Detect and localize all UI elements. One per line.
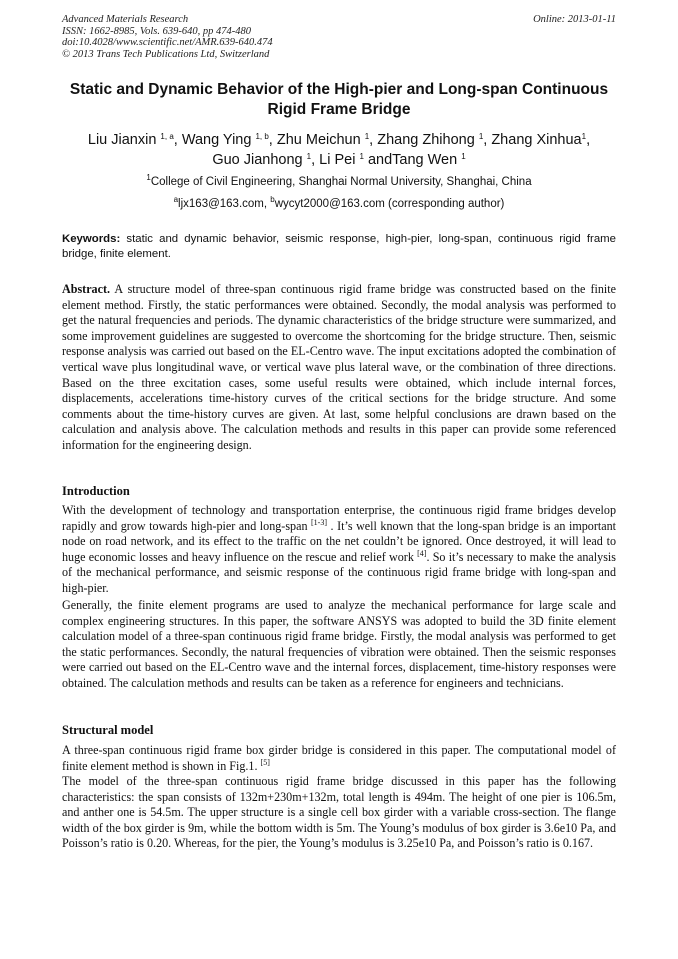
author-name: Guo Jianhong: [212, 152, 307, 168]
intro-paragraph: With the development of technology and transportation enterprise, the continuous rigid frame bridges develop rapidly and grow towards high-pier and long-span [1-3] . It’s well known that the long-span bridge is an important node on road network, and its effect to the traffic on the net couldn’t be ignored. Once destroyed, it will lead to huge economic losses and heavy influence on the rescue and relief work [4]. So it’s necessary to make the analysis of the mechanical performance, and seismic response of the continuous rigid frame bridge with long-span and high-pier.: [62, 503, 616, 595]
journal-name: Advanced Materials Research: [62, 14, 189, 25]
citation: [4]: [417, 548, 427, 558]
online-date: Online: 2013-01-11: [533, 14, 616, 25]
doi: doi:10.4028/www.scientific.net/AMR.639-640.474: [62, 37, 273, 48]
author-affil-sup: 1: [364, 132, 370, 141]
paper-title: Static and Dynamic Behavior of the High-pier and Long-span Continuous Rigid Frame Bridge: [69, 81, 609, 118]
author-name: Zhang Xinhua: [491, 132, 582, 148]
email-a: ljx163@163.com,: [178, 198, 271, 210]
abstract: [62, 282, 616, 454]
citation: [1-3]: [311, 517, 328, 527]
issn: ISSN: 1662-8985, Vols. 639-640, pp 474-480: [62, 25, 251, 37]
author-name: Tang Wen: [392, 152, 462, 168]
intro-paragraph-2: Generally, the finite element programs are used to analyze the mechanical performance for large scale and complex engineering structures. In this paper, the software ANSYS was adopted to build the 3D finite element calculation model of a three-span continuous rigid frame bridge. Firstly, the modal analysis was performed to get the static performances. Secondly, the natural frequencies of vibration were obtained. Then the seismic responses were carried out based on the EL-Centro wave and the internal forces, displacement, time-history responses were obtained. The calculation methods and results can be taken as a reference for engineers and technicians.: [62, 598, 616, 690]
citation: [5]: [260, 757, 270, 767]
author-affil-sup: 1, b: [255, 132, 269, 141]
author-affil-sup: 1, a: [160, 132, 174, 141]
author-name: Zhang Zhihong: [377, 132, 479, 148]
author-affil-sup: 1: [306, 152, 312, 161]
affiliation: $^1$College of Civil Engineering, Shanghai Normal University, Shanghai, China: [146, 173, 532, 188]
author-affil-sup: 1: [359, 152, 364, 161]
author-name: Liu Jianxin: [87, 132, 161, 148]
section-heading-structural-model: Structural model: [62, 723, 154, 737]
author-affil-sup: 1: [478, 132, 484, 141]
section-heading-introduction: Introduction: [62, 484, 130, 498]
email-b: wycyt2000@163.com (corresponding author): [274, 198, 505, 210]
author-name: Wang Ying: [181, 132, 256, 148]
keywords-text: static and dynamic behavior, seismic response, high-pier, long-span, continuous rigid frame bridge, finite element.: [62, 233, 616, 260]
abstract-label: Abstract.: [62, 282, 111, 296]
keywords: [62, 232, 616, 262]
author-affil-sup: 1: [581, 132, 587, 141]
author-affil-sup: 1: [461, 152, 466, 161]
author-emails: $^a$ljx163@163.com, $^b$wycyt2000@163.com (corresponding author): [173, 195, 505, 210]
journal-header: [62, 14, 273, 60]
author-name: Li Pei: [319, 152, 360, 168]
structural-paragraph: A three-span continuous rigid frame box girder bridge is considered in this paper. The computational model of finite element method is shown in Fig.1. [5]: [62, 743, 616, 773]
author-name: Zhu Meichun: [276, 132, 365, 148]
keywords-label: Keywords:: [62, 233, 121, 245]
author-list: Liu Jianxin $^{1, a}$, Wang Ying $^{1, b}$, Zhu Meichun $^1$, Zhang Zhihong $^1$, Zhang Xinhua$^1$, Guo Jianhong $^1$, Li Pei $^1$ andTang Wen $^1$: [87, 132, 591, 168]
copyright: © 2013 Trans Tech Publications Ltd, Switzerland: [62, 48, 270, 60]
structural-paragraph-2: The model of the three-span continuous rigid frame bridge discussed in this paper has the following characteristics: the span consists of 132m+230m+132m, total length is 494m. The height of one pier is 106.5m, and anther one is 54.5m. The upper structure is a single cell box girder with a variable cross-section. The flange width of the box girder is 9m, while the bottom width is 5m. The Young’s modulus of box girder is 3.6e10 Pa, and Poisson’s ratio is 0.20. Whereas, for the pier, the Young’s modulus is 3.25e10 Pa, and Poisson’s ratio is 0.167.: [62, 774, 616, 851]
abstract-text: A structure model of three-span continuous rigid frame bridge was constructed based on the finite element method. Firstly, the static performances were obtained. Secondly, the modal analysis was performed to get the natural frequencies and periods. The dynamic characteristics of the bridge structure were summarized, and some improvement guidelines are suggested to overcome the shortcoming for the bridge structure. Then, seismic response analysis was carried out based on the EL-Centro wave. The input excitations adopted the combination of vertical wave plus longitudinal wave, or vertical wave plus lateral wave, or the combination of three directions. Based on the three excitation cases, some useful results were obtained, which include internal forces, displacements, accelerations time-history curves of the critical sections for the bridge structure. And some comments about the time-history curves are given. At last, some helpful conclusions are drawn based on the calculation and analysis above. The calculation methods and results in this paper can provide some referenced information for the engineering design.: [62, 282, 616, 452]
